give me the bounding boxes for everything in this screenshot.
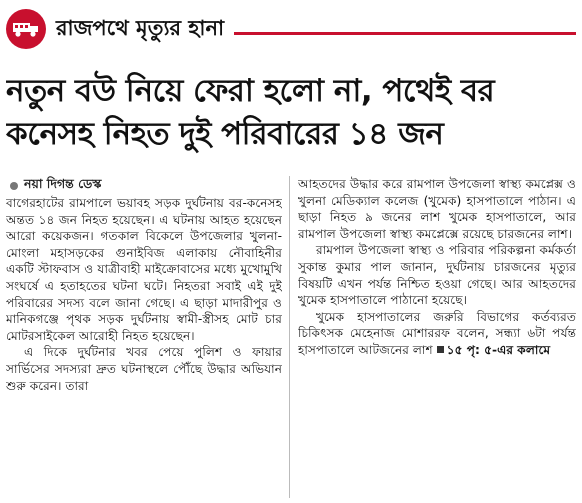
headline-line-2: কনেসহ নিহত দুই পরিবারের ১৪ জন <box>6 116 444 152</box>
article-column-left <box>6 195 282 503</box>
article-column-right <box>298 176 576 503</box>
headline-line-1: নতুন বউ নিয়ে ফেরা হলো না, পথেই বর <box>6 73 495 109</box>
body-paragraph <box>298 309 576 359</box>
column-divider <box>289 176 290 498</box>
headline <box>6 70 578 156</box>
road-accident-logo-icon <box>6 9 46 49</box>
body-paragraph: এ দিকে দুর্ঘটনার খবর পেয়ে পুলিশ ও ফায়ার সার্ভিসের সদস্যরা দ্রুত ঘটনাস্থলে পৌঁছে উদ্ধার অভিযান শুরু করেন। তারা <box>6 345 282 393</box>
continuation-text: ১৫ পৃ: ৫-এর কলামে <box>446 342 551 357</box>
body-paragraph: বাগেরহাটের রামপালে ভয়াবহ সড়ক দুর্ঘটনায় বর-কনেসহ অন্তত ১৪ জন নিহত হয়েছেন। এ ঘটনায় আহত হয়েছেন আরো কয়েকজন। গতকাল বিকেলে উপজেলার খুলনা-মোংলা মহাসড়কের গুনাইবিজ এলাকায় নৌবাহিনীর একটি স্টাফবাস ও যাত্রীবাহী মাইক্রোবাসের মধ্যে মুখোমুখি সংঘর্ষে এ হতাহতের ঘটনা ঘটে। নিহতরা সবাই এই দুই পরিবারের সদস্য বলে জানা গেছে। এ ছাড়া মাদারীপুর ও মানিকগঞ্জে পৃথক সড়ক দুর্ঘটনায় স্বামী-স্ত্রীসহ মোট চার মোটরসাইকেল আরোহী নিহত হয়েছেন। <box>6 196 282 343</box>
byline <box>10 176 280 196</box>
square-bullet-icon <box>437 346 444 353</box>
body-paragraph-text: খুমেক হাসপাতালের জরুরি বিভাগের কর্তব্যরত চিকিৎসক মেহেনাজ মোশাররফ বলেন, সন্ধ্যা ৬টা পর্যন্ত হাসপাতালে আটজনের লাশ <box>298 309 576 357</box>
continuation-note <box>433 343 550 357</box>
rubric-divider <box>234 32 576 35</box>
section-rubric <box>6 4 576 54</box>
section-kicker: রাজপথে মৃত্যুর হানা <box>56 15 225 40</box>
body-paragraph: আহতদের উদ্ধার করে রামপাল উপজেলা স্বাস্থ্য কমপ্লেক্স ও খুলনা মেডিক্যাল কলেজ (খুমেক) হাসপাতালে পাঠান। এ ছাড়া নিহত ৯ জনের লাশ খুমেক হাসপাতালে, আর রামপাল উপজেলা স্বাস্থ্য কমপ্লেক্সে রয়েছে চারজনের লাশ। <box>298 177 576 241</box>
body-paragraph: রামপাল উপজেলা স্বাস্থ্য ও পরিবার পরিকল্পনা কর্মকর্তা সুকান্ত কুমার পাল জানান, দুর্ঘটনায় চারজনের মৃত্যুর বিষয়টি এখন পর্যন্ত নিশ্চিত হওয়া গেছে। আর আহতদের খুমেক হাসপাতালে পাঠানো হয়েছে। <box>298 243 576 308</box>
byline-text: নয়া দিগন্ত ডেস্ক <box>24 176 102 191</box>
bullet-icon <box>10 182 18 190</box>
